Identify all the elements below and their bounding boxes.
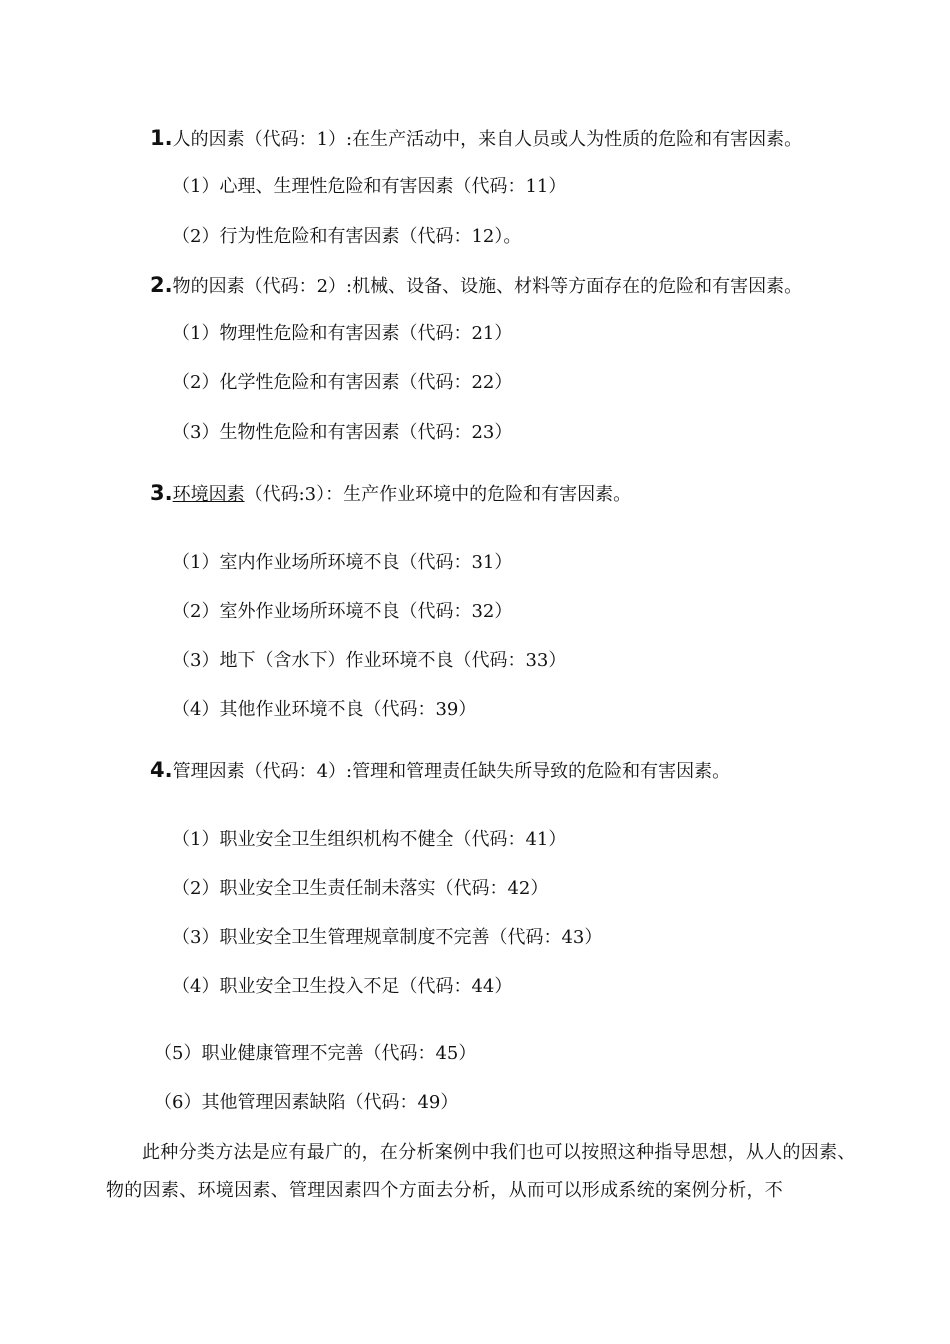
section-number: 4. (150, 758, 173, 782)
list-item: （2）室外作业场所环境不良（代码：32） (172, 601, 513, 622)
list-item: （3）职业安全卫生管理规章制度不完善（代码：43） (172, 927, 603, 948)
list-item: （6）其他管理因素缺陷（代码：49） (154, 1092, 459, 1113)
list-item: （1）职业安全卫生组织机构不健全（代码：41） (172, 829, 567, 850)
list-item: （2）化学性危险和有害因素（代码：22） (172, 372, 513, 393)
list-item: （5）职业健康管理不完善（代码：45） (154, 1043, 477, 1064)
section-3-heading (150, 481, 631, 507)
list-item: （2）行为性危险和有害因素（代码：12）。 (172, 226, 522, 247)
section-number: 2. (150, 273, 173, 297)
list-item: （4）职业安全卫生投入不足（代码：44） (172, 976, 513, 997)
section-4-heading (150, 758, 730, 784)
section-title-underlined: 环境因素 (172, 484, 245, 505)
section-title: 物的因素（代码：2）:机械、设备、设施、材料等方面存在的危险和有害因素。 (172, 276, 803, 297)
list-item: （3）地下（含水下）作业环境不良（代码：33） (172, 650, 567, 671)
list-item: （3）生物性危险和有害因素（代码：23） (172, 422, 513, 443)
list-item: （1）物理性危险和有害因素（代码：21） (172, 323, 513, 344)
section-number: 3. (150, 481, 173, 505)
section-1-heading (150, 126, 802, 152)
section-2-heading (150, 273, 802, 299)
body-paragraph: 此种分类方法是应有最广的，在分析案例中我们也可以按照这种指导思想，从人的因素、物的因素、环境因素、管理因素四个方面去分析，从而可以形成系统的案例分析，不 (106, 1142, 856, 1201)
list-item: （1）室内作业场所环境不良（代码：31） (172, 552, 513, 573)
list-item: （2）职业安全卫生责任制未落实（代码：42） (172, 878, 549, 899)
section-title: 人的因素（代码：1）:在生产活动中，来自人员或人为性质的危险和有害因素。 (172, 129, 803, 150)
list-item: （4）其他作业环境不良（代码：39） (172, 699, 477, 720)
section-title: （代码:3）：生产作业环境中的危险和有害因素。 (244, 484, 632, 505)
section-title: 管理因素（代码：4）:管理和管理责任缺失所导致的危险和有害因素。 (172, 761, 731, 782)
list-item: （1）心理、生理性危险和有害因素（代码：11） (172, 176, 567, 197)
section-number: 1. (150, 126, 173, 150)
